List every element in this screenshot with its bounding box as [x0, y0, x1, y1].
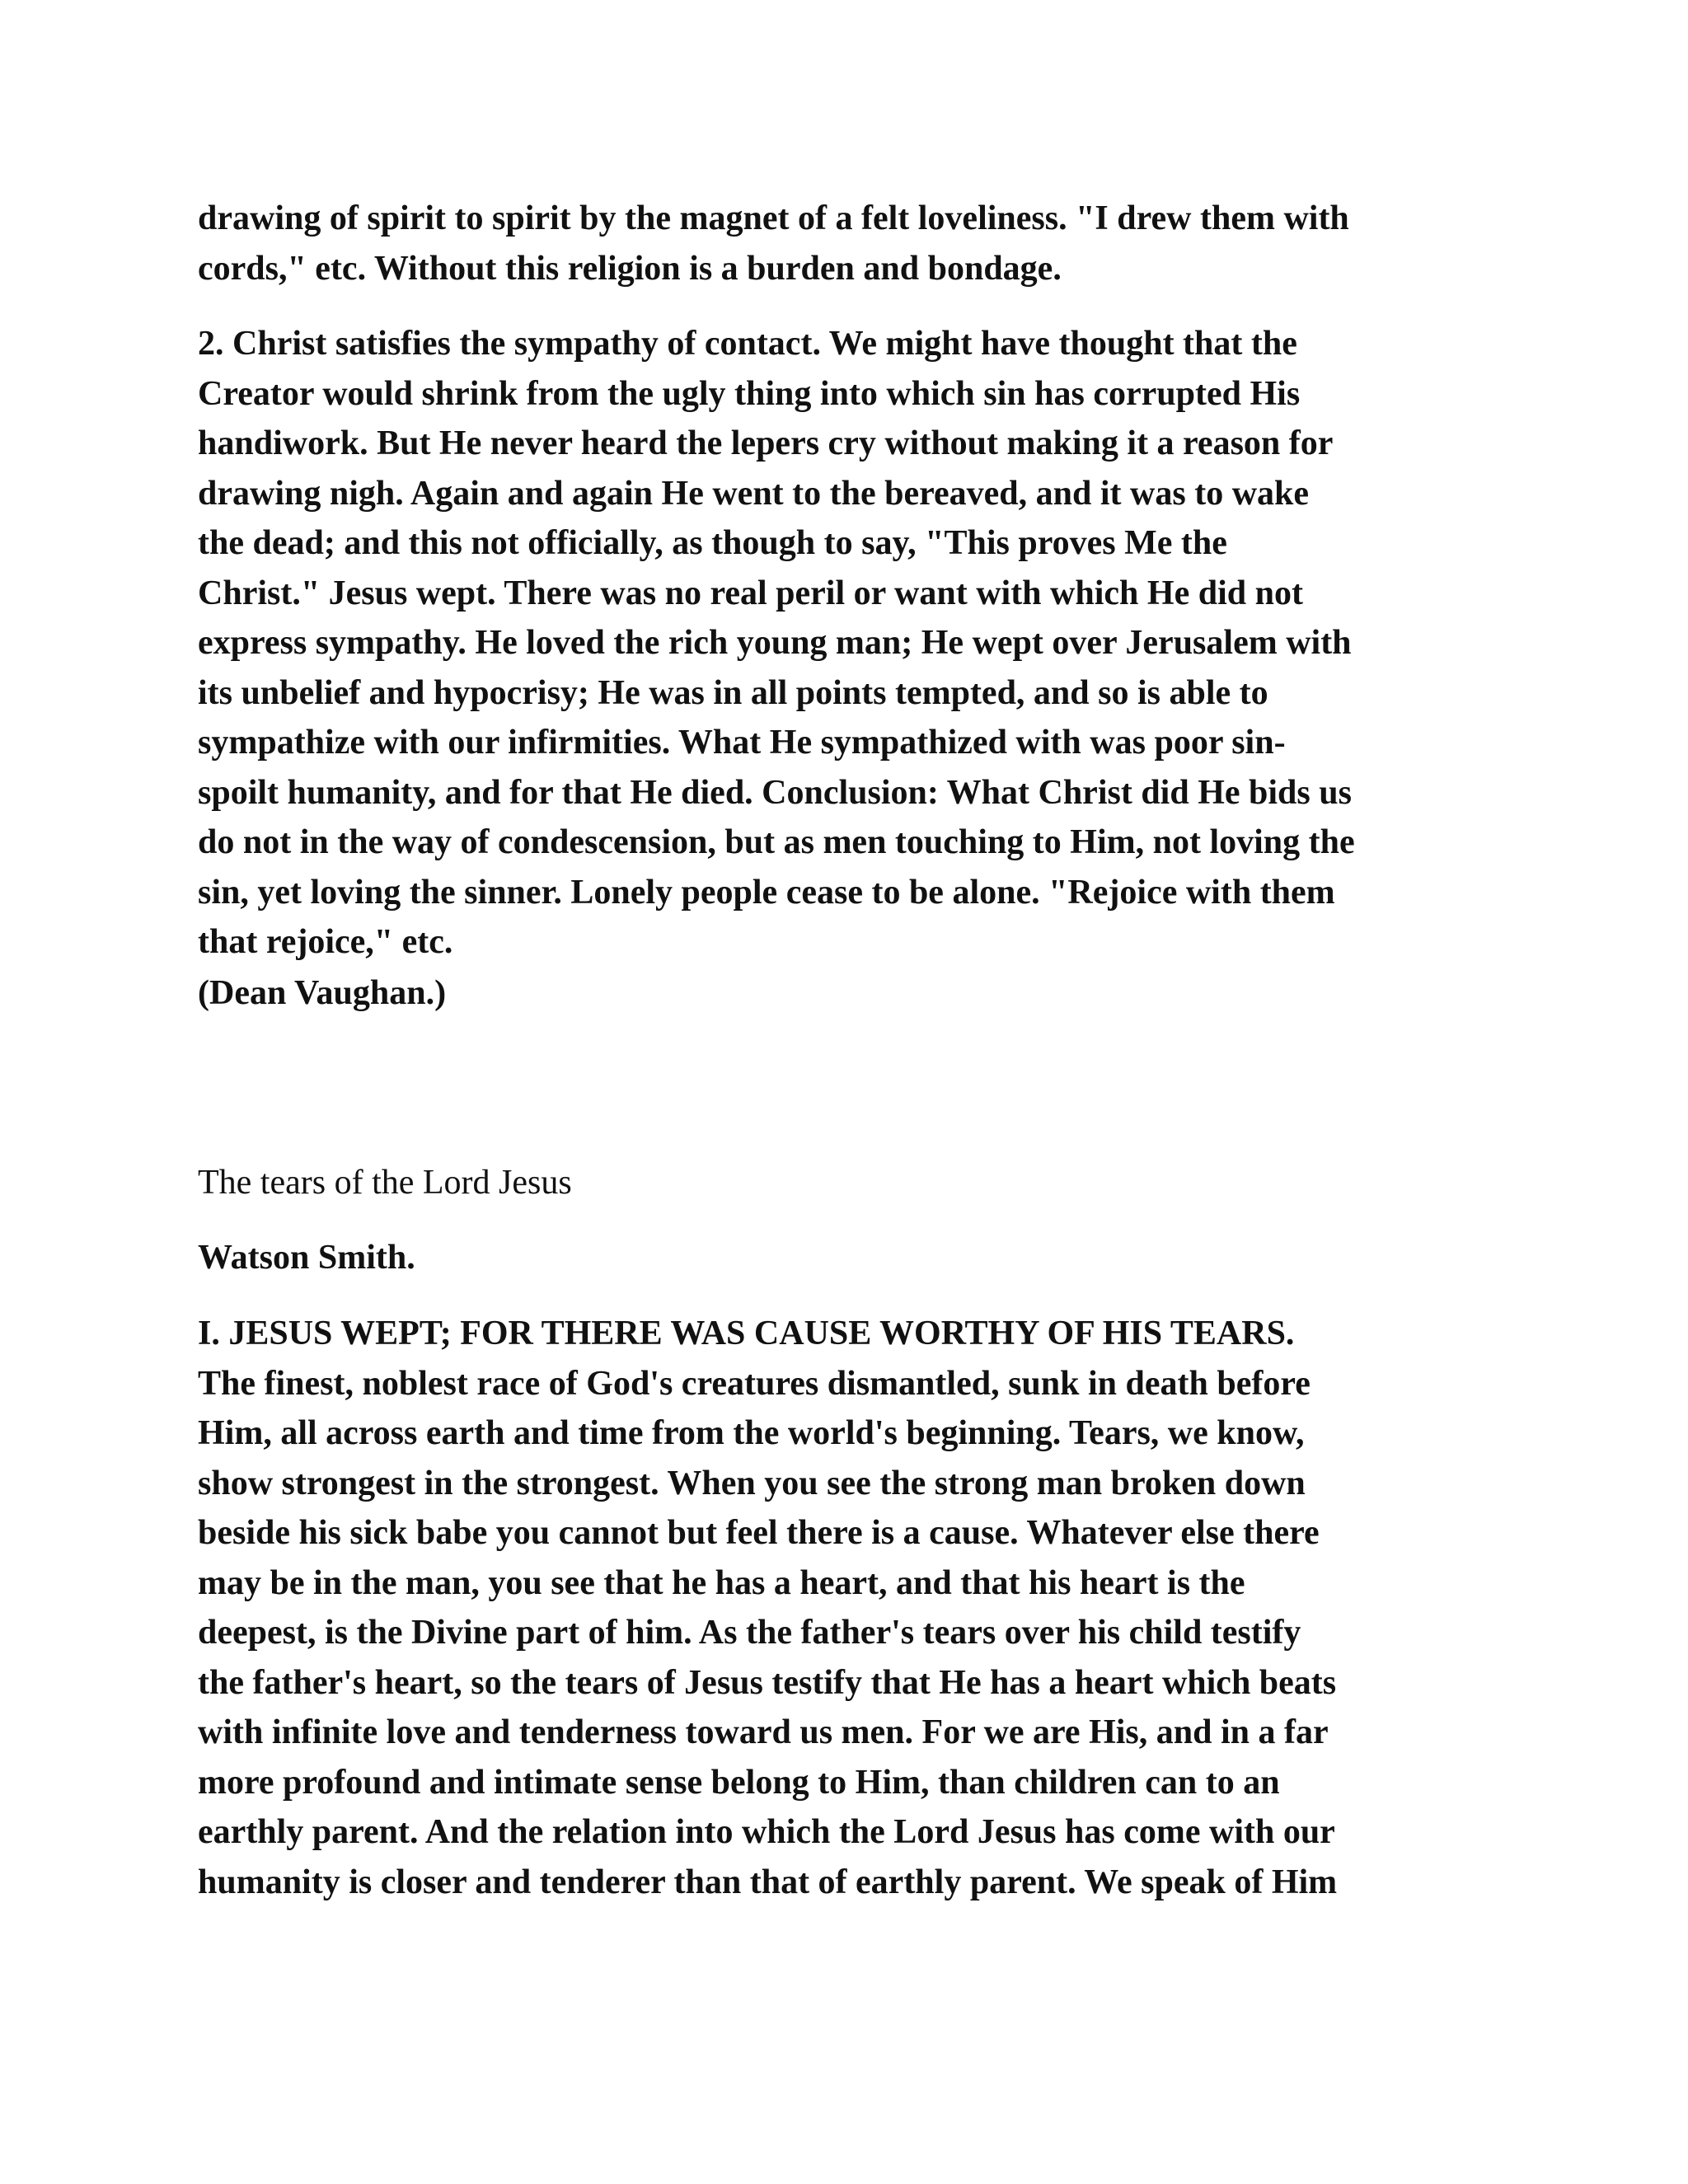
attribution: (Dean Vaughan.) — [198, 974, 447, 1012]
section-title: The tears of the Lord Jesus — [198, 1164, 572, 1202]
section-author: Watson Smith. — [198, 1239, 415, 1277]
paragraph-jesus-wept: I. JESUS WEPT; FOR THERE WAS CAUSE WORTHY OF HIS TEARS. The finest, noblest race of God's creatures dismantled, sunk in death before Him, all across earth and time from the world's beginning. Tears, we know, show strongest in the strongest. When you see the strong man broken down beside his sick babe you cannot but feel there is a cause. Whatever else there may be in the man, you see that he has a heart, and that his heart is the deepest, is the Divine part of him. As the father's tears over his child testify the father's heart, so the tears of Jesus testify that He has a heart which beats with infinite love and tenderness toward us men. For we are His, and in a far more profound and intimate sense belong to Him, than children can to an earthly parent. And the relation into which the Lord Jesus has come with our humanity is closer and tenderer than that of earthly parent. We speak of Him — [198, 1315, 1338, 1901]
paragraph-christ-satisfies-sympathy: 2. Christ satisfies the sympathy of contact. We might have thought that the Creator would shrink from the ugly thing into which sin has corrupted His handiwork. But He never heard the lepers cry without making it a reason for drawing nigh. Again and again He went to the bereaved, and it was to wake the dead; and this not officially, as though to say, "This proves Me the Christ." Jesus wept. There was no real peril or want with which He did not express sympathy. He loved the rich young man; He wept over Jerusalem with its unbelief and hypocrisy; He was in all points tempted, and so is able to sympathize with our infirmities. What He sympathized with was poor sin- spoilt humanity, and for that He died. Conclusion: What Christ did He bids us do not in the way of condescension, but as men touching to Him, not loving the sin, yet loving the sinner. Lonely people cease to be alone. "Rejoice with them that rejoice," etc. — [198, 325, 1355, 961]
paragraph-continuation: drawing of spirit to spirit by the magnet of a felt loveliness. "I drew them with cords," etc. Without this religion is a burden and bondage. — [198, 199, 1349, 288]
